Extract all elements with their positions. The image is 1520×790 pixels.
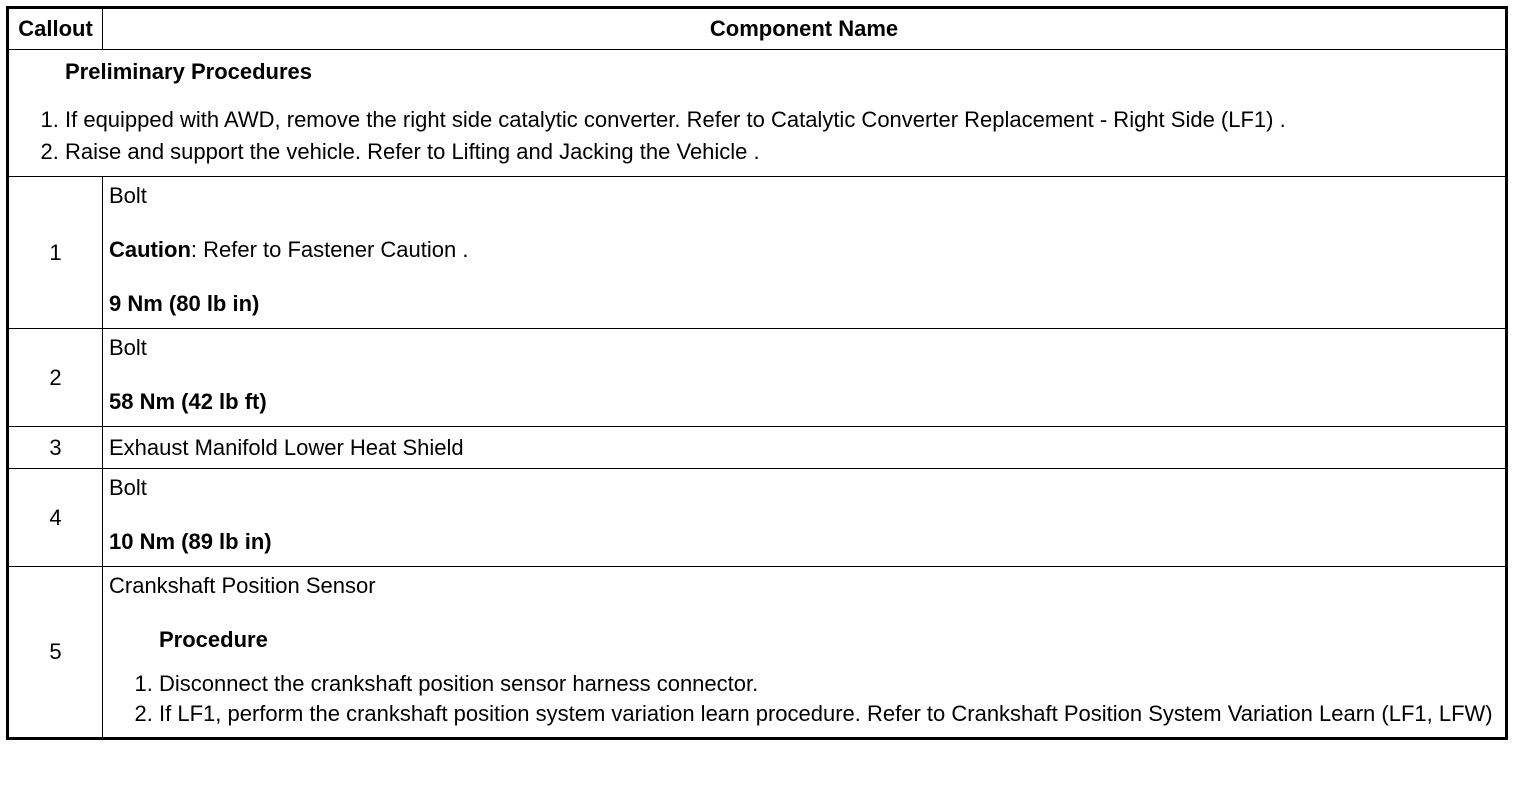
component-name: Exhaust Manifold Lower Heat Shield [109, 434, 464, 460]
component-cell [103, 469, 1507, 567]
callout-number: 5 [8, 567, 103, 739]
callout-column-header: Callout [8, 8, 103, 50]
caution-text: : Refer to Fastener Caution . [190, 237, 469, 262]
component-name: Bolt [109, 475, 147, 500]
component-name: Crankshaft Position Sensor [109, 573, 376, 598]
callout-number: 1 [8, 177, 103, 329]
table-row [8, 567, 1507, 739]
preliminary-cell [8, 50, 1507, 177]
torque-spec: 58 Nm (42 lb ft) [109, 389, 267, 414]
preliminary-steps-list [31, 104, 1497, 168]
component-cell [103, 427, 1507, 469]
preliminary-step: 2. Raise and support the vehicle. Refer to Lifting and Jacking the Vehicle . [65, 136, 1497, 168]
callout-number: 3 [8, 427, 103, 469]
component-cell [103, 177, 1507, 329]
preliminary-row [8, 50, 1507, 177]
component-cell [103, 567, 1507, 739]
preliminary-step: 1. If equipped with AWD, remove the right side catalytic converter. Refer to Catalytic Converter Replacement - Right Side (LF1) . [65, 104, 1497, 136]
procedure-step: 2. If LF1, perform the crankshaft position system variation learn procedure. Refer to Crankshaft Position System Variation Learn (LF1, LFW) [159, 699, 1497, 729]
component-table [6, 6, 1508, 740]
table-row [8, 427, 1507, 469]
caution-label: Caution [109, 237, 191, 262]
table-header-row [8, 8, 1507, 50]
component-name: Bolt [109, 335, 147, 360]
torque-spec: 10 Nm (89 lb in) [109, 529, 272, 554]
component-cell [103, 329, 1507, 427]
component-name-column-header: Component Name [103, 8, 1507, 50]
callout-number: 4 [8, 469, 103, 567]
table-row [8, 329, 1507, 427]
table-row [8, 469, 1507, 567]
component-name: Bolt [109, 183, 147, 208]
table-row [8, 177, 1507, 329]
preliminary-title: Preliminary Procedures [65, 59, 313, 84]
caution-note [109, 237, 1497, 263]
torque-spec: 9 Nm (80 lb in) [109, 291, 260, 316]
procedure-steps-list [109, 669, 1497, 729]
callout-number: 2 [8, 329, 103, 427]
procedure-step: 1. Disconnect the crankshaft position sensor harness connector. [159, 669, 1497, 699]
procedure-title: Procedure [159, 627, 268, 652]
